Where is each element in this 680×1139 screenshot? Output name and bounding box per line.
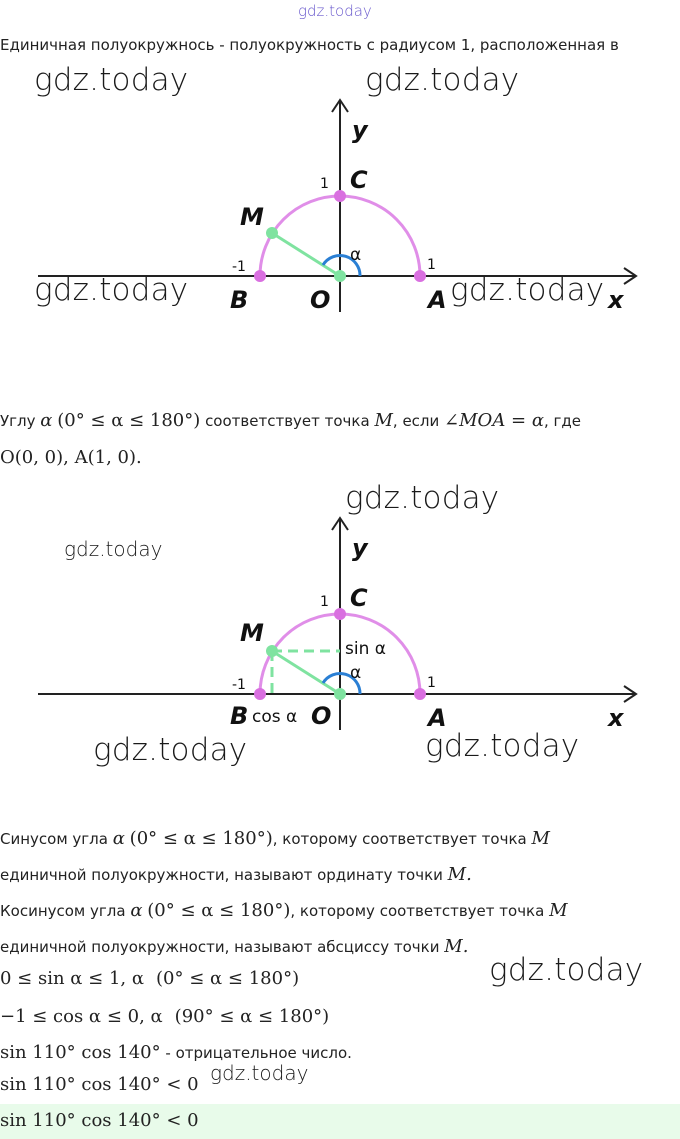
label-m: M — [240, 203, 264, 231]
label-one-top: 1 — [320, 176, 329, 192]
sign-statement: sin 110° cos 140° - отрицательное число. — [0, 1042, 352, 1063]
watermark-6: gdz.today — [64, 537, 163, 561]
angle-description-line2: O(0, 0), A(1, 0). — [0, 447, 142, 468]
label-c: C — [350, 166, 368, 194]
answer-formula: sin 110° cos 140° < 0 — [0, 1110, 199, 1131]
cos-definition-line2: единичной полуокружности, называют абсциссу точки M. — [0, 936, 469, 957]
sin-definition-line1: Синусом угла α (0° ≤ α ≤ 180°), которому соответствует точка M — [0, 828, 550, 849]
intro-text: Единичная полуокружнось - полуокружность с радиусом 1, расположенная в — [0, 36, 619, 54]
point-b — [254, 688, 266, 700]
label-sin-alpha: sin α — [345, 639, 386, 659]
watermark-8: gdz.today — [425, 728, 580, 764]
watermark-4: gdz.today — [450, 272, 605, 308]
label-alpha: α — [350, 245, 362, 265]
sin-range-formula: 0 ≤ sin α ≤ 1, α (0° ≤ α ≤ 180°) — [0, 968, 300, 989]
point-o — [334, 688, 346, 700]
label-m: M — [240, 619, 264, 647]
point-a — [414, 688, 426, 700]
watermark-top: gdz.today — [298, 2, 372, 20]
inequality-result: sin 110° cos 140° < 0 — [0, 1074, 199, 1095]
label-one-top: 1 — [320, 594, 329, 610]
label-minus-one: -1 — [232, 677, 246, 693]
label-y: y — [352, 534, 368, 562]
label-o: O — [310, 286, 331, 314]
label-c: C — [350, 584, 368, 612]
angle-description-line1: Углу α (0° ≤ α ≤ 180°) соответствует точка M, если ∠MOA = α, где — [0, 410, 582, 431]
sin-definition-line2: единичной полуокружности, называют ординату точки M. — [0, 864, 472, 885]
label-x: x — [608, 704, 624, 732]
label-alpha: α — [350, 663, 362, 683]
watermark-5: gdz.today — [345, 480, 500, 516]
cos-range-formula: −1 ≤ cos α ≤ 0, α (90° ≤ α ≤ 180°) — [0, 1006, 330, 1027]
label-a: A — [428, 704, 447, 732]
point-b — [254, 270, 266, 282]
label-x: x — [608, 286, 624, 314]
watermark-9: gdz.today — [489, 952, 644, 988]
watermark-3: gdz.today — [34, 272, 189, 308]
point-c — [334, 190, 346, 202]
point-m — [266, 645, 278, 657]
label-one-right: 1 — [427, 675, 436, 691]
alpha-symbol: α — [40, 410, 53, 431]
label-minus-one: -1 — [232, 259, 246, 275]
radius-om — [272, 233, 340, 276]
watermark-7: gdz.today — [93, 732, 248, 768]
label-one-right: 1 — [427, 257, 436, 273]
point-m — [266, 227, 278, 239]
cos-definition-line1: Косинусом угла α (0° ≤ α ≤ 180°), которому соответствует точка M — [0, 900, 568, 921]
label-b: B — [230, 286, 249, 314]
label-a: A — [428, 286, 447, 314]
unit-semicircle-figure-1 — [0, 90, 680, 350]
point-o — [334, 270, 346, 282]
label-b: B — [230, 702, 249, 730]
label-cos-alpha: cos α — [252, 707, 298, 727]
point-a — [414, 270, 426, 282]
watermark-10: gdz.today — [210, 1061, 309, 1085]
label-o: O — [311, 702, 332, 730]
label-y: y — [352, 116, 368, 144]
radius-om — [272, 651, 340, 694]
watermark-1: gdz.today — [34, 62, 189, 98]
watermark-2: gdz.today — [365, 62, 520, 98]
point-c — [334, 608, 346, 620]
